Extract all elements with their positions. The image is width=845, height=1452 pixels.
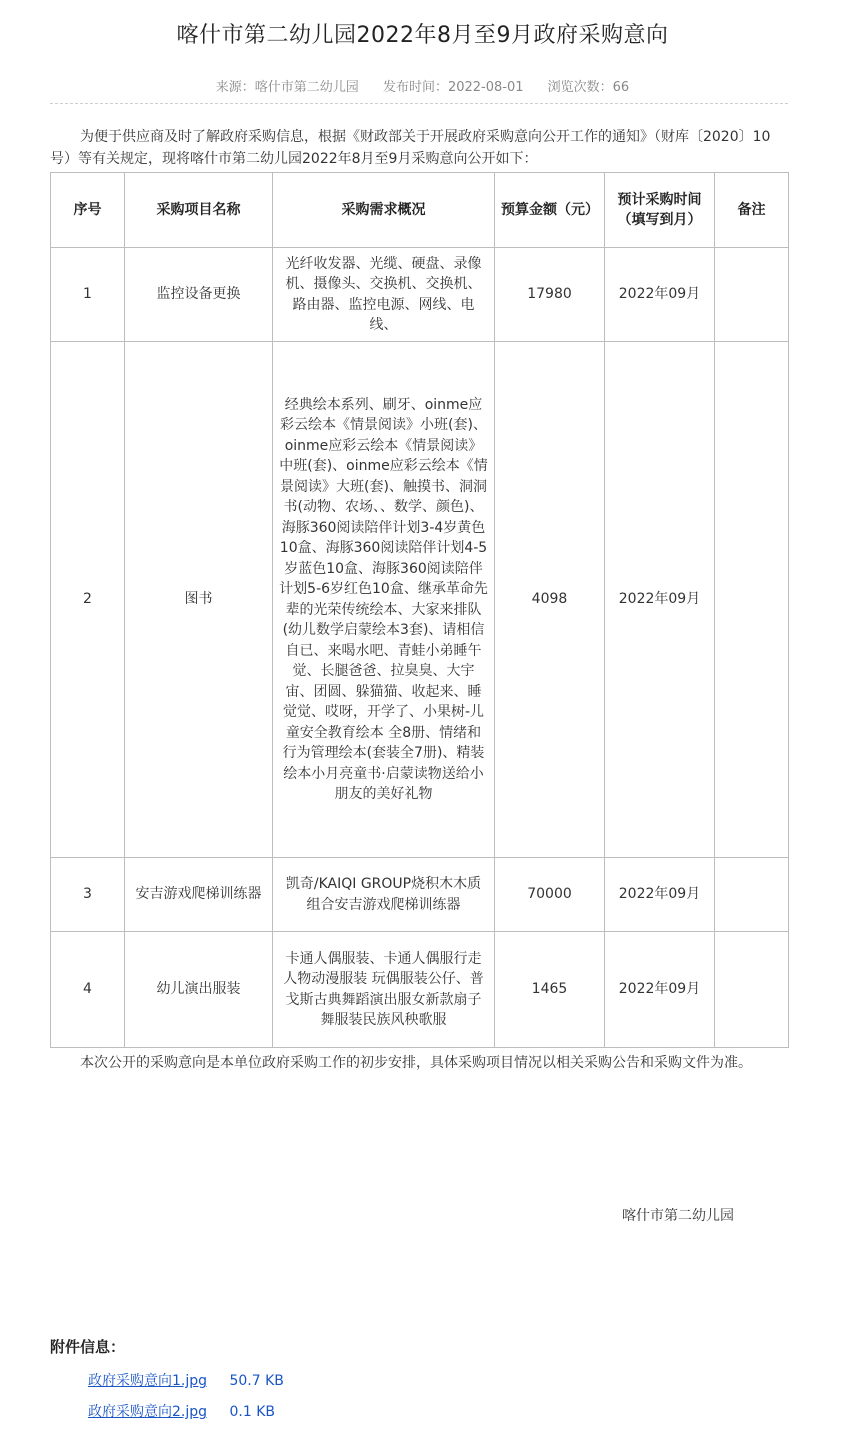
header-requirement: 采购需求概况 xyxy=(273,173,495,248)
cell-requirement: 卡通人偶服装、卡通人偶服行走人物动漫服装 玩偶服装公仔、普戈斯古典舞蹈演出服女新款扇子舞服装民族风秧歌服 xyxy=(273,932,495,1048)
attachment-link[interactable]: 政府采购意向1.jpg xyxy=(88,1373,208,1389)
cell-requirement: 凯奇/KAIQI GROUP烧积木木质组合安吉游戏爬梯训练器 xyxy=(273,858,495,932)
meta-views: 浏览次数：66 xyxy=(547,80,630,95)
cell-index: 2 xyxy=(51,342,125,858)
header-purchase-time: 预计采购时间（填写到月） xyxy=(605,173,715,248)
attachment-item xyxy=(88,1401,275,1421)
cell-index: 3 xyxy=(51,858,125,932)
cell-purchase-time: 2022年09月 xyxy=(605,932,715,1048)
cell-purchase-time: 2022年09月 xyxy=(605,858,715,932)
attachment-link[interactable]: 政府采购意向2.jpg xyxy=(88,1404,208,1420)
table-row xyxy=(51,248,789,342)
cell-remarks xyxy=(715,858,789,932)
table-row xyxy=(51,342,789,858)
table-header-row xyxy=(51,173,789,248)
header-budget: 预算金额（元） xyxy=(495,173,605,248)
attachment-size: 50.7 KB xyxy=(229,1373,284,1389)
procurement-table xyxy=(50,172,789,1048)
signer-organization: 喀什市第二幼儿园 xyxy=(622,1208,734,1224)
article-meta xyxy=(0,76,845,95)
cell-remarks xyxy=(715,932,789,1048)
header-project-name: 采购项目名称 xyxy=(125,173,273,248)
cell-index: 4 xyxy=(51,932,125,1048)
cell-requirement: 光纤收发器、光缆、硬盘、录像机、摄像头、交换机、交换机、路由器、监控电源、网线、电线、 xyxy=(273,248,495,342)
table-row xyxy=(51,932,789,1048)
attachment-item xyxy=(88,1370,284,1390)
cell-project-name: 幼儿演出服装 xyxy=(125,932,273,1048)
cell-remarks xyxy=(715,248,789,342)
header-remarks: 备注 xyxy=(715,173,789,248)
cell-purchase-time: 2022年09月 xyxy=(605,248,715,342)
header-index: 序号 xyxy=(51,173,125,248)
cell-budget: 4098 xyxy=(495,342,605,858)
cell-project-name: 监控设备更换 xyxy=(125,248,273,342)
meta-source: 来源：喀什市第二幼儿园 xyxy=(215,80,359,95)
intro-paragraph: 为便于供应商及时了解政府采购信息，根据《财政部关于开展政府采购意向公开工作的通知》（财库〔2020〕10号）等有关规定，现将喀什市第二幼儿园2022年8月至9月采购意向公开如下： xyxy=(50,129,771,167)
meta-divider xyxy=(50,103,788,104)
page-title: 喀什市第二幼儿园2022年8月至9月政府采购意向 xyxy=(176,23,669,48)
attachments-title: 附件信息： xyxy=(50,1338,126,1356)
cell-requirement: 经典绘本系列、刷牙、oinme应彩云绘本《情景阅读》小班(套)、oinme应彩云绘本《情景阅读》中班(套)、oinme应彩云绘本《情景阅读》大班(套)、触摸书、洞洞书(动物、农场、、数学、颜色)、海豚360阅读陪伴计划3-4岁黄色10盒、海豚360阅读陪伴计划4-5岁蓝色10盒、海豚360阅读陪伴计划5-6岁红色10盒、继承革命先辈的光荣传统绘本、大家来排队(幼儿数学启蒙绘本3套)、请相信自已、来喝水吧、青蛙小弟睡午觉、长腿爸爸、拉臭臭、大宇宙、团圆、躲猫猫、收起来、睡觉觉、哎呀，开学了、小果树-儿童安全教育绘本 全8册、情绪和行为管理绘本(套装全7册)、精装绘本小月亮童书·启蒙读物送给小朋友的美好礼物 xyxy=(273,342,495,858)
cell-project-name: 图书 xyxy=(125,342,273,858)
cell-remarks xyxy=(715,342,789,858)
meta-published: 发布时间：2022-08-01 xyxy=(382,80,524,95)
cell-budget: 1465 xyxy=(495,932,605,1048)
cell-index: 1 xyxy=(51,248,125,342)
attachment-size: 0.1 KB xyxy=(229,1404,275,1420)
cell-purchase-time: 2022年09月 xyxy=(605,342,715,858)
cell-budget: 70000 xyxy=(495,858,605,932)
cell-project-name: 安吉游戏爬梯训练器 xyxy=(125,858,273,932)
table-row xyxy=(51,858,789,932)
closing-paragraph: 本次公开的采购意向是本单位政府采购工作的初步安排，具体采购项目情况以相关采购公告和采购文件为准。 xyxy=(80,1055,752,1071)
cell-budget: 17980 xyxy=(495,248,605,342)
